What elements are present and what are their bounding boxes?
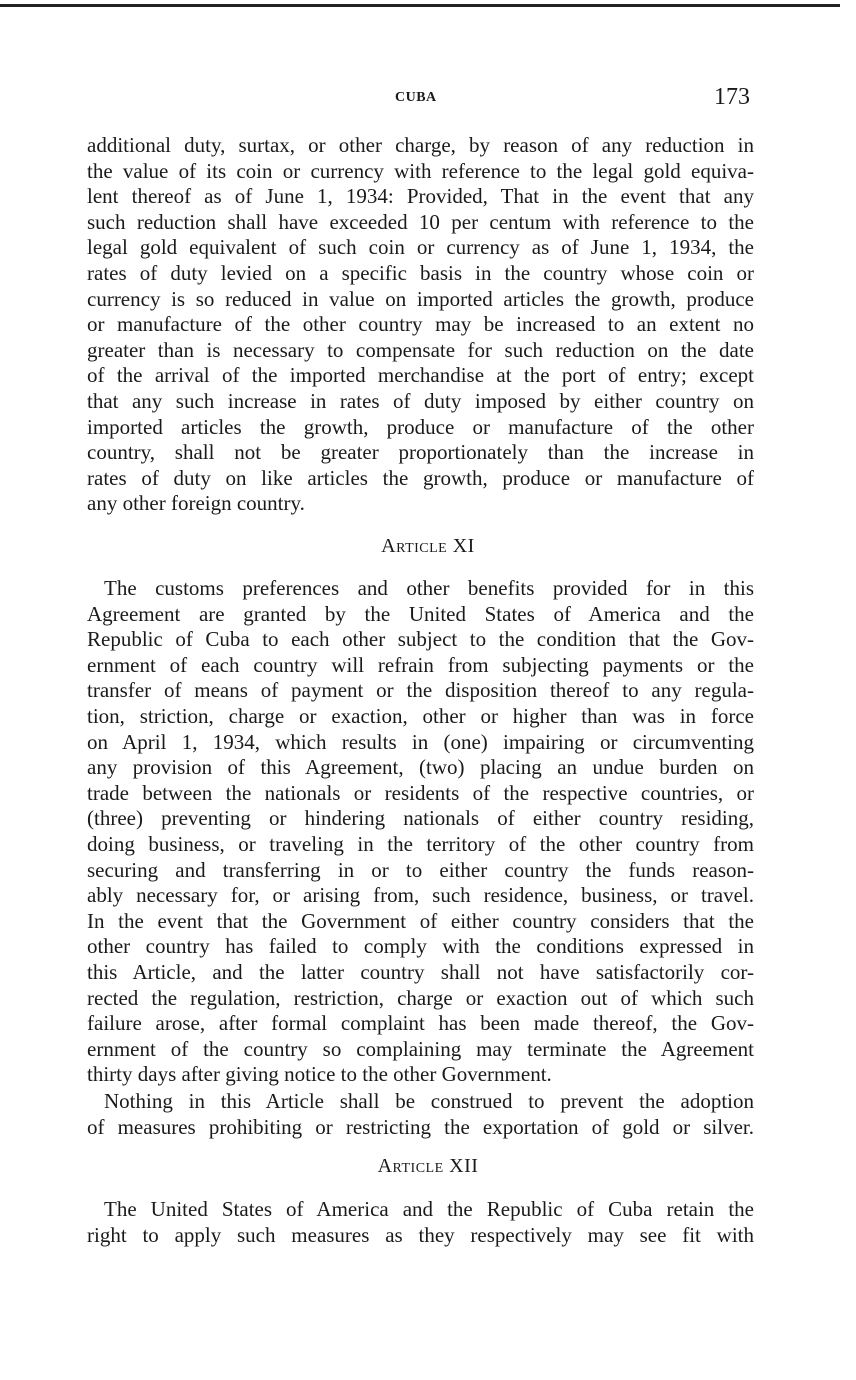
text-line: failure arose, after formal complaint has been made thereof, the Gov- [87, 1011, 754, 1036]
text-line: securing and transferring in or to either country the funds reason- [87, 857, 754, 882]
text-line: the value of its coin or currency with reference to the legal gold equiva- [87, 158, 754, 183]
text-line: this Article, and the latter country shall not have satisfactorily cor- [87, 959, 754, 984]
article-xi-heading: Article XI [381, 535, 475, 557]
text-line: additional duty, surtax, or other charge, by reason of any reduction in [87, 133, 754, 157]
text-line: (three) preventing or hindering nationals of either country residing, [87, 806, 754, 831]
text-line: any other foreign country. [87, 491, 305, 516]
text-line: ernment of each country will refrain from subjecting payments or the [87, 652, 754, 677]
text-line: of measures prohibiting or restricting the exportation of gold or silver. [87, 1114, 754, 1139]
text-line: Nothing in this Article shall be construed to prevent the adoption [104, 1089, 754, 1113]
text-line: right to apply such measures as they respectively may see fit with [87, 1222, 754, 1247]
text-line: country, shall not be greater proportionately than the increase in [87, 440, 754, 465]
text-line: ably necessary for, or arising from, such residence, business, or travel. [87, 883, 754, 908]
article-xi-paragraph-1 [87, 576, 754, 1088]
text-line: legal gold equivalent of such coin or currency as of June 1, 1934, the [87, 235, 754, 260]
text-line: rected the regulation, restriction, charge or exaction out of which such [87, 985, 754, 1010]
article-xii-heading: Article XII [377, 1155, 479, 1177]
text-line: The United States of America and the Republic of Cuba retain the [104, 1197, 754, 1221]
text-line: thirty days after giving notice to the other Government. [87, 1062, 552, 1087]
page-number: 173 [714, 84, 750, 110]
text-line: imported articles the growth, produce or manufacture of the other [87, 414, 754, 439]
text-line: doing business, or traveling in the territory of the other country from [87, 831, 754, 856]
text-line: other country has failed to comply with the conditions expressed in [87, 934, 754, 959]
text-line: Republic of Cuba to each other subject to the condition that the Gov- [87, 627, 754, 652]
text-line: on April 1, 1934, which results in (one) impairing or circumventing [87, 729, 754, 754]
top-rule [0, 4, 840, 7]
text-line: currency is so reduced in value on imported articles the growth, produce [87, 286, 754, 311]
text-line: of the arrival of the imported merchandise at the port of entry; except [87, 363, 754, 388]
text-line: tion, striction, charge or exaction, other or higher than was in force [87, 703, 754, 728]
text-line: or manufacture of the other country may be increased to an extent no [87, 312, 754, 337]
running-head: CUBA [395, 90, 437, 105]
text-line: greater than is necessary to compensate for such reduction on the date [87, 337, 754, 362]
text-line: Agreement are granted by the United States of America and the [87, 601, 754, 626]
text-line: ernment of the country so complaining may terminate the Agreement [87, 1036, 754, 1061]
text-line: such reduction shall have exceeded 10 per centum with reference to the [87, 209, 754, 234]
article-xii-paragraph [87, 1197, 754, 1248]
text-line: that any such increase in rates of duty imposed by either country on [87, 388, 754, 413]
text-line: transfer of means of payment or the disposition thereof to any regula- [87, 678, 754, 703]
text-line: trade between the nationals or residents of the respective countries, or [87, 780, 754, 805]
article-xi-paragraph-2 [87, 1089, 754, 1140]
text-line: lent thereof as of June 1, 1934: Provided, That in the event that any [87, 184, 754, 209]
text-line: rates of duty levied on a specific basis in the country whose coin or [87, 260, 754, 285]
text-line: any provision of this Agreement, (two) placing an undue burden on [87, 755, 754, 780]
text-line: rates of duty on like articles the growth, produce or manufacture of [87, 465, 754, 490]
text-line: The customs preferences and other benefits provided for in this [104, 576, 754, 600]
paragraph-continued [87, 133, 754, 517]
text-line: In the event that the Government of either country considers that the [87, 908, 754, 933]
